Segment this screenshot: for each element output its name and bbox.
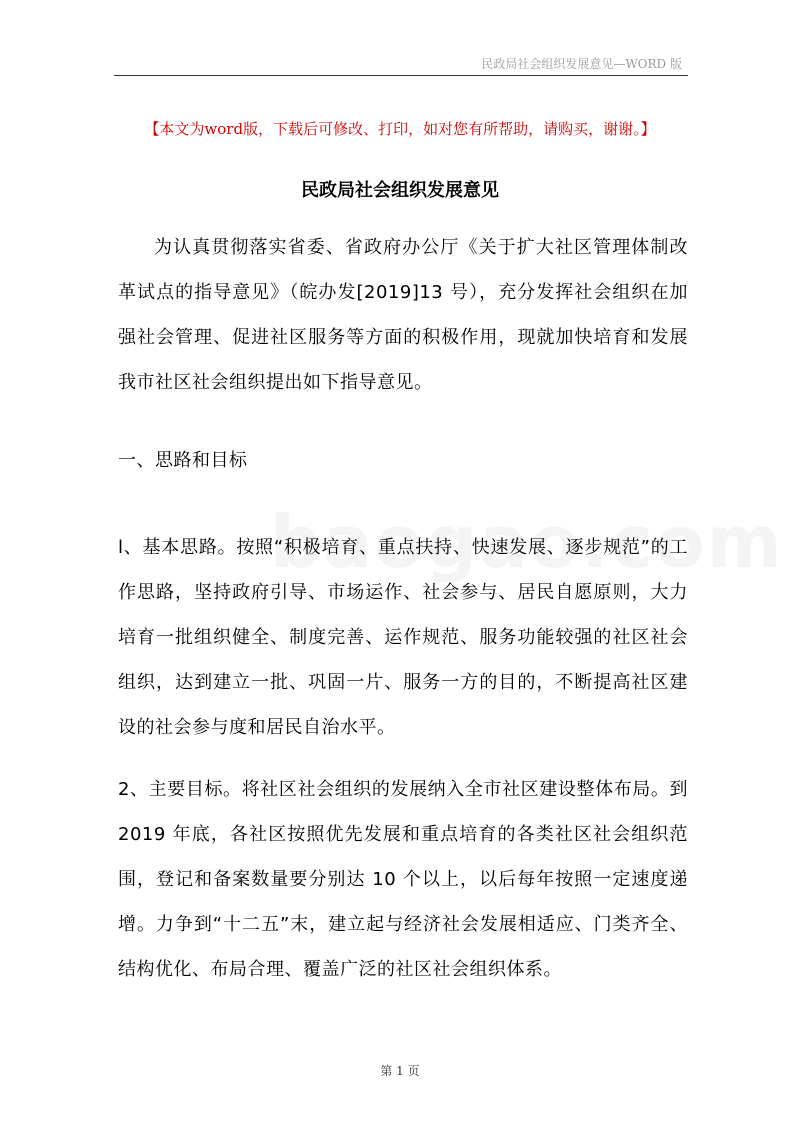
paragraph-main-goals: 2、主要目标。将社区社会组织的发展纳入全市社区建设整体布局。到 2019 年底，各社区按照优先发展和重点培育的各类社区社会组织范围，登记和备案数量要分别达 10 个以上，以后每年按照一定速度递增。力争到“十二五”末，建立起与经济社会发展相适应、门类齐全、结构优化、布局合理、覆盖广泛的社区社会组织体系。	[118, 779, 688, 980]
running-header: 民政局社会组织发展意见—WORD 版	[481, 57, 682, 71]
header-divider	[114, 75, 688, 76]
section-heading: 一、思路和目标	[118, 450, 248, 471]
paragraph-intro: 为认真贯彻落实省委、省政府办公厅《关于扩大社区管理体制改革试点的指导意见》（皖办发[2019]13 号），充分发挥社会组织在加强社会管理、促进社区服务等方面的积极作用，现就加快培育和发展我市社区社会组织提出如下指导意见。	[118, 237, 688, 393]
paragraph-basic-approach: l、基本思路。按照“积极培育、重点扶持、快速发展、逐步规范”的工作思路，坚持政府引导、市场运作、社会参与、居民自愿原则，大力培育一批组织健全、制度完善、运作规范、服务功能较强的社区社会组织，达到建立一批、巩固一片、服务一方的目的，不断提高社区建设的社会参与度和居民自治水平。	[118, 537, 688, 738]
purchase-notice: 【本文为word版，下载后可修改、打印，如对您有所帮助，请购买，谢谢。】	[144, 120, 656, 138]
document-title: 民政局社会组织发展意见	[301, 180, 499, 201]
page-number: 第 1 页	[380, 1064, 420, 1078]
